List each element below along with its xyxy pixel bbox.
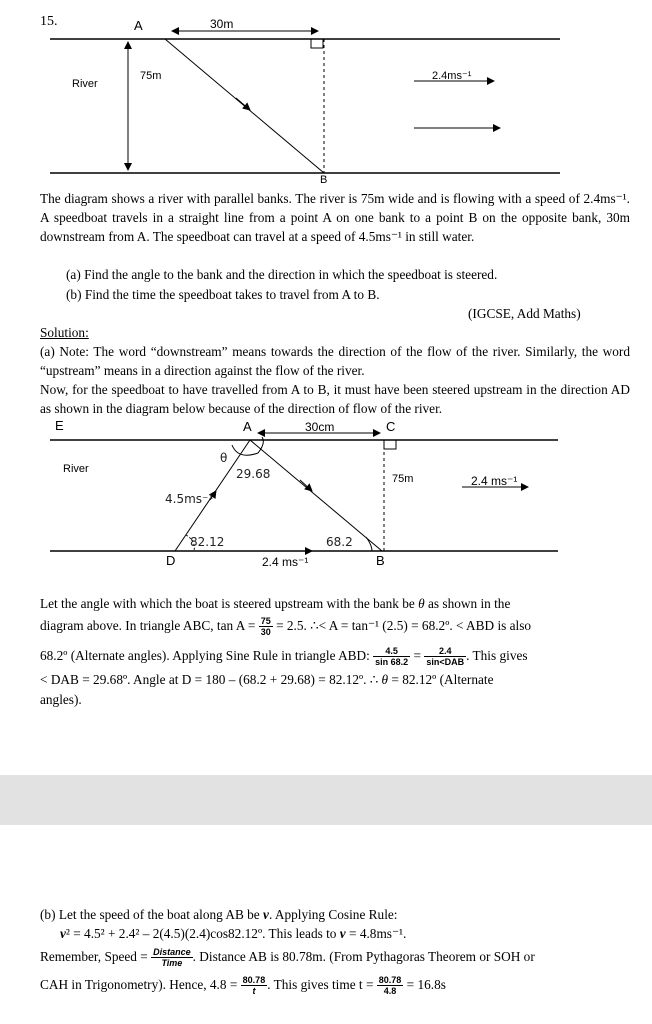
- solution-heading: Solution:: [40, 325, 89, 340]
- solution-note: (a) Note: The word “downstream” means towards the direction of the flow of the river. Similarly, the word “upstream” means in a direction against the flow of the river.: [40, 344, 630, 378]
- line-AB: [250, 440, 382, 551]
- handwritten-angle-A: 29.68: [236, 467, 271, 481]
- page-separator: [0, 775, 652, 825]
- river-diagram-1: [0, 0, 652, 185]
- label-D: D: [166, 553, 176, 568]
- path-arrow: [236, 98, 250, 110]
- fraction-sine-right: $\frac{2.4}{\text{sin<DAB}}$: [426, 646, 465, 668]
- handwritten-angle-D: 82.12: [190, 535, 225, 549]
- page-2: [0, 825, 652, 1024]
- label-75m: 75m: [140, 70, 162, 82]
- part-b-line-3: Remember, Speed = $\frac{\text{Distance}}{\text{Time}}$ . Distance AB is 80.78m. (From Pythagoras Theorem or SOH or: [40, 947, 535, 969]
- handwritten-angle-B: 68.2: [326, 535, 353, 549]
- label-river-2: River: [63, 463, 89, 475]
- label-B: B: [320, 174, 328, 185]
- angle-arc-B: [366, 537, 372, 551]
- label-speed: 2.4ms⁻¹: [432, 70, 472, 82]
- solution-line-2: diagram above. In triangle ABC, tan A = $\frac{75}{30}$ = 2.5. ∴< A = tan⁻¹ (2.5) = 68.2º. < ABD is also: [40, 616, 532, 638]
- line-AB-arrow: [300, 480, 312, 491]
- label-speed-right: 2.4 ms⁻¹: [471, 474, 518, 488]
- fraction-sine-left: $\frac{4.5}{\sin 68.2}$: [375, 646, 409, 668]
- fraction-80-78-over-t: $\frac{80.78}{t}$: [242, 975, 266, 997]
- source-reference: (IGCSE, Add Maths): [468, 306, 581, 321]
- part-a-question: (a) Find the angle to the bank and the direction in which the speedboat is steered.: [66, 267, 498, 282]
- handwritten-theta: θ: [220, 451, 228, 465]
- label-speed-bottom: 2.4 ms⁻¹: [262, 555, 309, 569]
- part-b-line-2: v² = 4.5² + 2.4² – 2(4.5)(2.4)cos82.12º. This leads to v = 4.8ms⁻¹.: [60, 926, 407, 941]
- part-b-line-4: CAH in Trigonometry). Hence, 4.8 = $\frac{80.78}{t}$ . This gives time t = $\frac{80.78}{4.8}$ = 16.8s: [40, 975, 446, 997]
- part-b-line-1: (b) Let the speed of the boat along AB be v. Applying Cosine Rule:: [40, 907, 398, 922]
- label-C: C: [386, 419, 396, 434]
- solution-line-3: 68.2º (Alternate angles). Applying Sine Rule in triangle ABD: $\frac{4.5}{\sin 68.2}$ = $\frac{2.4}{\text{sin<DAB}}$ . This gives: [40, 646, 528, 668]
- question-number: 15.: [40, 14, 58, 29]
- solution-direction: Now, for the speedboat to have travelled from A to B, it must have been steered upstream in the direction AD as shown in the diagram below because of the direction of flow of the river.: [40, 382, 630, 416]
- river-diagram-2: [0, 415, 652, 575]
- right-angle-mark-2: [384, 440, 396, 449]
- problem-statement: The diagram shows a river with parallel banks. The river is 75m wide and is flowing with a speed of 2.4ms⁻¹. A speedboat travels in a straight line from a point A on one bank to a point B on the opposite bank, 30m downstream from A. The speedboat can travel at a speed of 4.5ms⁻¹ in still water.: [40, 191, 630, 244]
- label-B2: B: [376, 553, 385, 568]
- label-75m-2: 75m: [392, 473, 414, 485]
- label-E: E: [55, 418, 64, 433]
- label-A2: A: [243, 419, 252, 434]
- path-AB: [165, 39, 324, 173]
- fraction-80-78-over-4-8: $\frac{80.78}{4.8}$: [378, 975, 402, 997]
- right-angle-mark: [311, 39, 323, 48]
- label-30cm: 30cm: [305, 420, 335, 434]
- label-river: River: [72, 78, 98, 90]
- part-b-question: (b) Find the time the speedboat takes to travel from A to B.: [66, 287, 380, 302]
- handwritten-speed: 4.5ms⁻¹: [165, 492, 214, 506]
- solution-line-5: angles).: [40, 692, 82, 707]
- label-30m: 30m: [210, 17, 234, 31]
- label-A: A: [134, 18, 143, 33]
- solution-line-4: < DAB = 29.68º. Angle at D = 180 – (68.2 + 29.68) = 82.12º. ∴ θ = 82.12º (Alternate: [40, 672, 494, 687]
- fraction-75-over-30: $\frac{75}{30}$: [260, 616, 271, 638]
- solution-line-1: Let the angle with which the boat is steered upstream with the bank be θ as shown in the: [40, 596, 511, 611]
- fraction-distance-over-time: $\frac{\text{Distance}}{\text{Time}}$: [153, 947, 191, 969]
